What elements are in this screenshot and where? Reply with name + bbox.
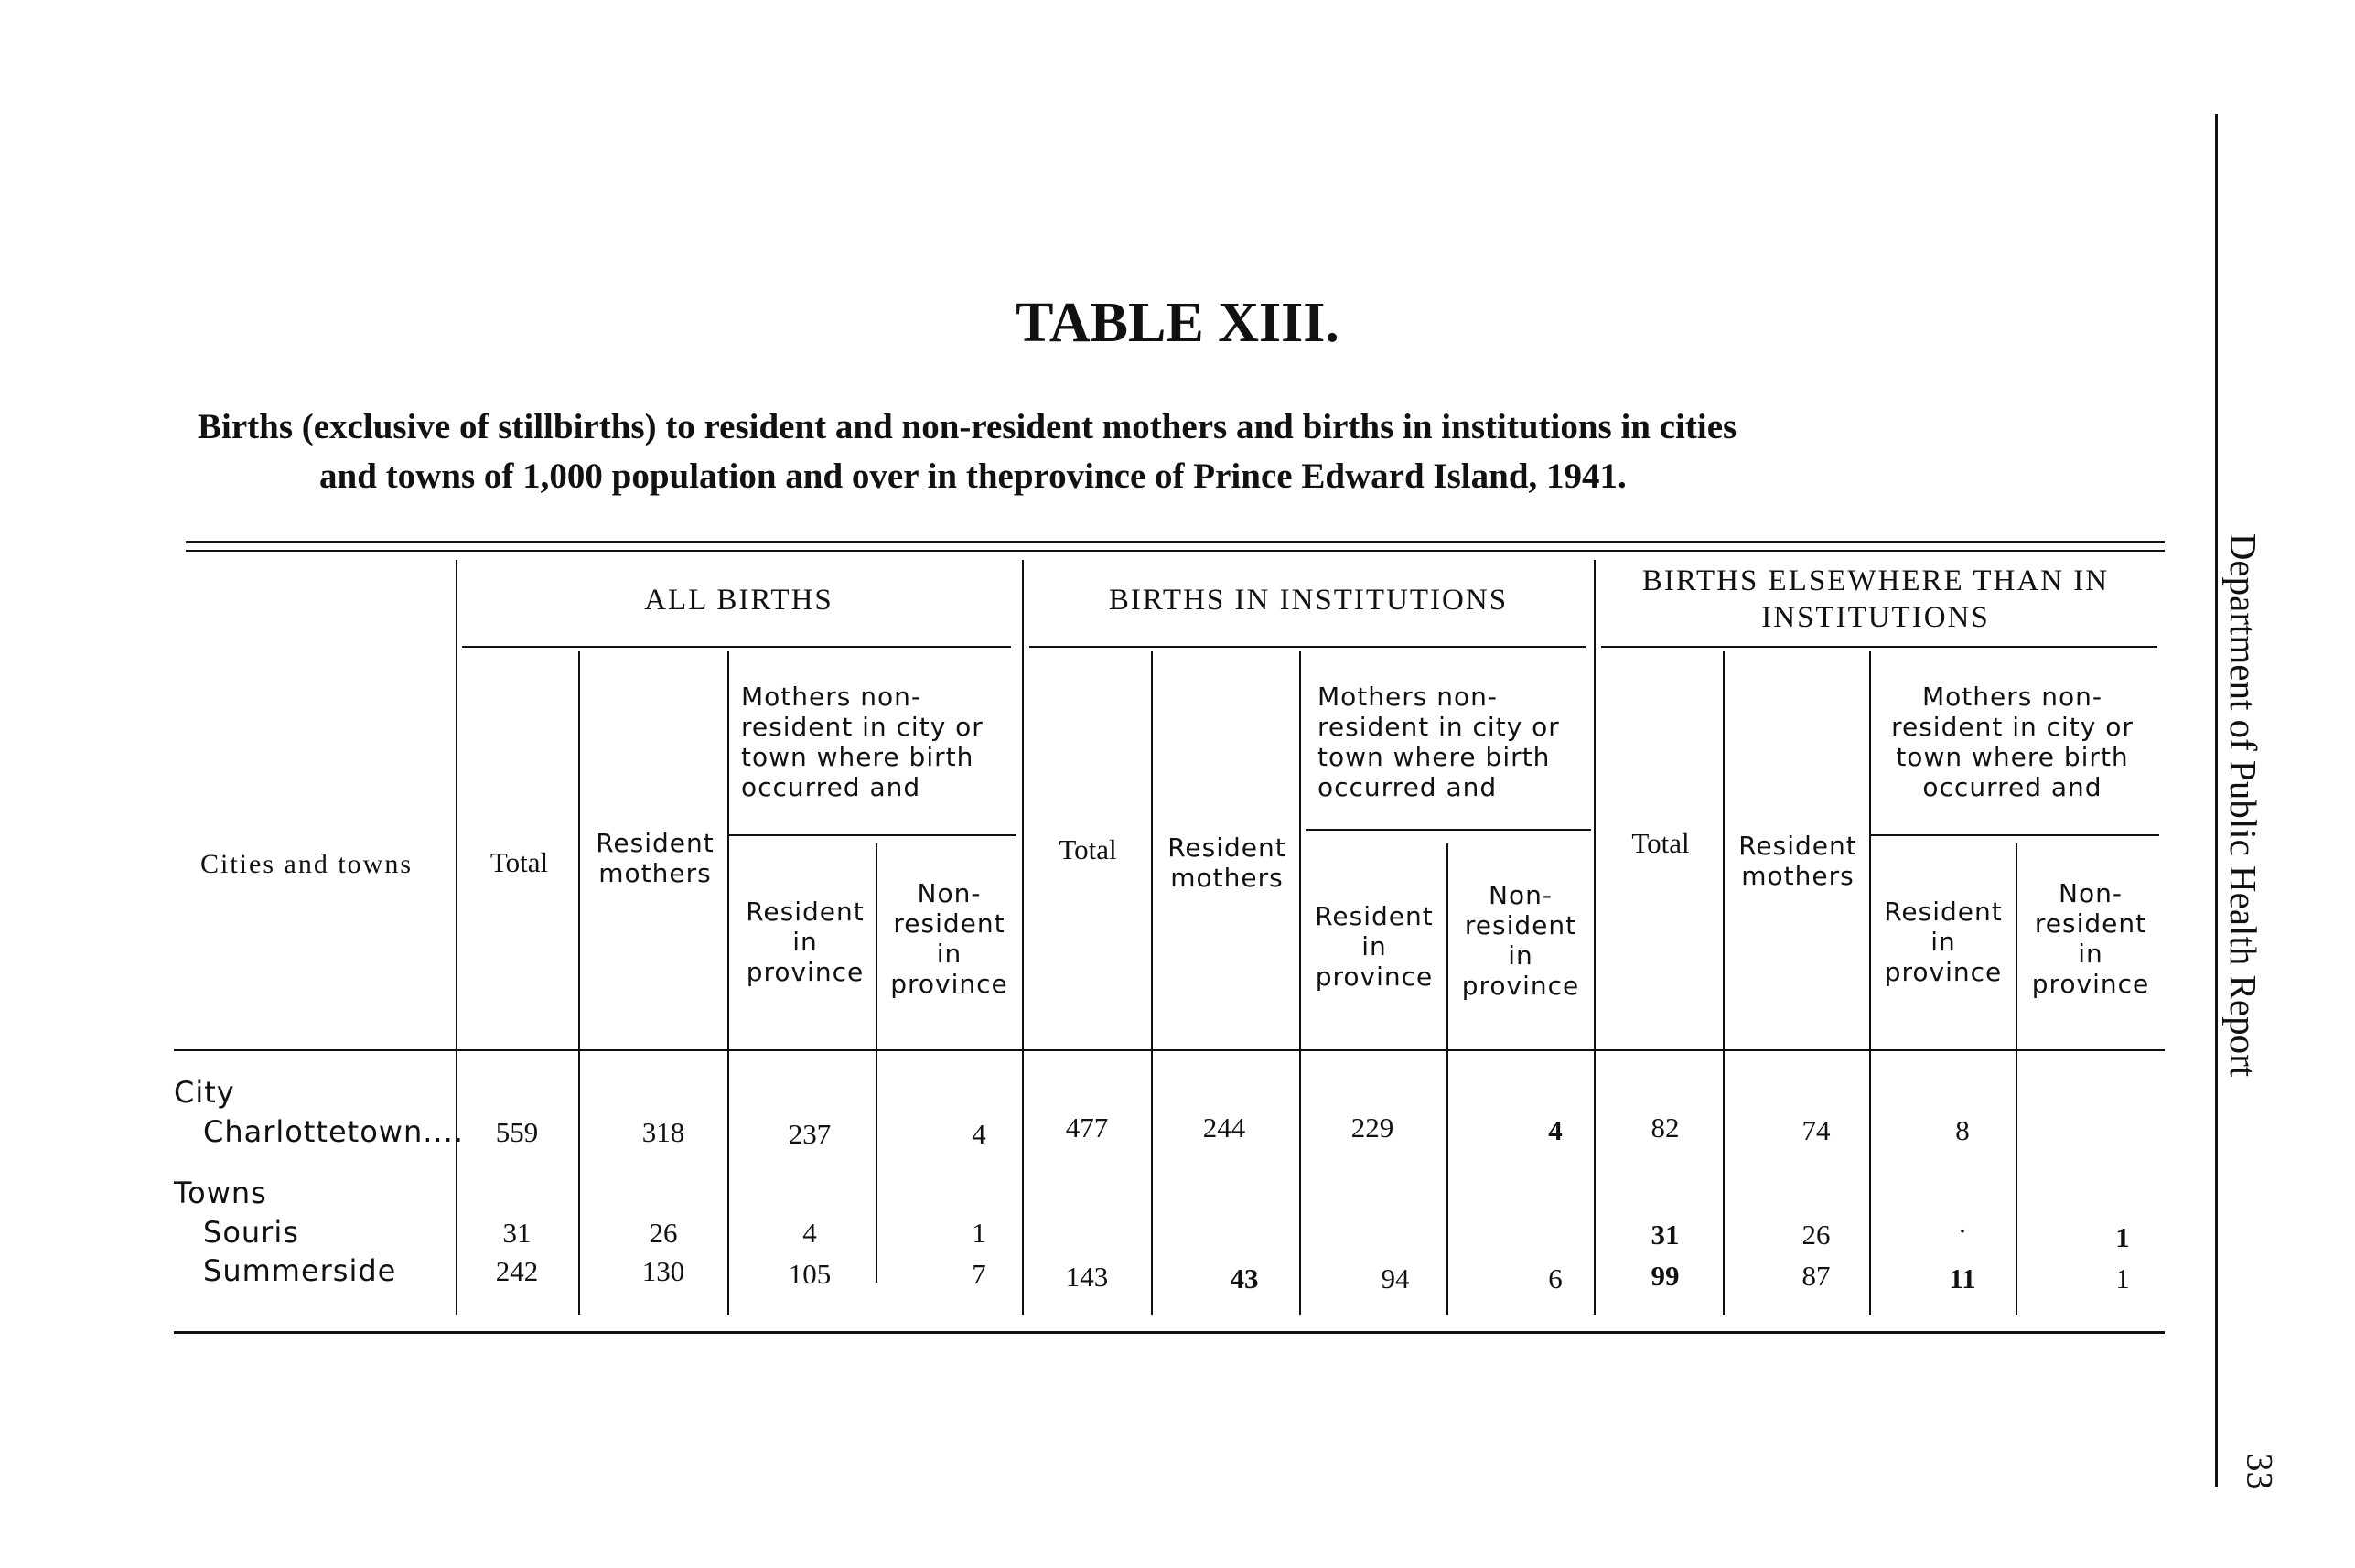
vrule-3 (876, 843, 877, 1283)
col-inst-nonres-group: Mothers non-resident in city or town where birth occurred and (1317, 682, 1560, 802)
col-inst-total: Total (1059, 833, 1117, 865)
table-cell: 43 (1230, 1262, 1259, 1294)
group-births-in-institutions: BIRTHS IN INSTITUTIONS (1108, 584, 1509, 617)
stub-header: Cities and towns (200, 849, 413, 879)
caption-line-1: Births (exclusive of stillbirths) to resident and non-resident mothers and births in institutions in cities (198, 407, 1737, 446)
col-else-nonres-province: Non-resident in province (2031, 878, 2150, 999)
vrule-8 (1594, 560, 1596, 1315)
caption-line-2: and towns of 1,000 population and over in theprovince of Prince Edward Island, 1941. (319, 456, 1627, 496)
table-cell: 8 (1955, 1114, 1970, 1146)
vrule-7 (1446, 843, 1448, 1315)
table-cell: 26 (1801, 1219, 1831, 1251)
sub-rule-inst (1306, 829, 1591, 831)
col-inst-resident: Resident mothers (1167, 832, 1286, 893)
group-all-births: ALL BIRTHS (644, 584, 833, 617)
vrule-stub (456, 560, 457, 1315)
table-title: TABLE XIII. (1016, 292, 1339, 354)
table-cell: 105 (788, 1258, 832, 1290)
group-rule-inst (1029, 646, 1586, 648)
col-all-total: Total (489, 846, 549, 878)
table-cell: 229 (1350, 1112, 1394, 1144)
table-bottom-rule (174, 1331, 2165, 1334)
col-inst-nonres-province: Non-resident in province (1461, 880, 1580, 1001)
running-header: Department of Public Health Report (2222, 532, 2264, 1078)
table-cell: 4 (802, 1217, 817, 1249)
table-cell: 143 (1065, 1261, 1109, 1293)
table-cell: 87 (1801, 1260, 1831, 1292)
vrule-5 (1151, 651, 1153, 1315)
table-cell: 31 (1651, 1219, 1680, 1251)
table-cell: 1 (2115, 1262, 2130, 1294)
table-cell: 7 (972, 1258, 986, 1290)
table-cell: 82 (1651, 1112, 1680, 1144)
group-rule-all (462, 646, 1011, 648)
col-else-res-province: Resident in province (1884, 897, 2003, 987)
table-cell: 242 (495, 1255, 539, 1287)
table-cell: 559 (495, 1116, 539, 1148)
row-label-charlottetown: Charlottetown.... (203, 1114, 464, 1149)
table-top-rule (186, 541, 2165, 543)
table-cell: 1 (2115, 1221, 2130, 1253)
table-cell: 4 (1548, 1114, 1563, 1146)
col-else-nonres-group: Mothers non-resident in city or town where birth occurred and (1891, 682, 2134, 802)
vrule-9 (1723, 651, 1725, 1315)
table-top-rule-2 (186, 550, 2165, 552)
table-cell: 477 (1065, 1112, 1109, 1144)
table-cell: 318 (641, 1116, 685, 1148)
col-all-res-province: Resident in province (746, 897, 865, 987)
table-cell: 99 (1651, 1260, 1680, 1292)
col-all-nonres-group: Mothers non-resident in city or town where birth occurred and (741, 682, 984, 802)
vrule-10 (1869, 651, 1871, 1315)
group-rule-else (1601, 646, 2157, 648)
col-else-total: Total (1631, 827, 1690, 859)
table-cell: 31 (502, 1217, 532, 1249)
col-all-nonres-province: Non-resident in province (890, 878, 1008, 999)
vrule-2 (727, 651, 729, 1315)
header-rule (174, 1049, 2165, 1051)
sub-rule-else (1871, 834, 2159, 836)
row-label-summerside: Summerside (203, 1253, 397, 1288)
table-cell: 26 (649, 1217, 678, 1249)
table-cell: · (1957, 1215, 1968, 1247)
col-inst-res-province: Resident in province (1315, 901, 1434, 992)
table-cell: 74 (1801, 1114, 1831, 1146)
group-births-elsewhere: BIRTHS ELSEWHERE THAN IN INSTITUTIONS (1641, 564, 2110, 634)
table-cell: 4 (972, 1118, 986, 1150)
table-cell: 11 (1949, 1262, 1976, 1294)
row-label-souris: Souris (203, 1215, 299, 1250)
page-number: 33 (2239, 1453, 2281, 1489)
table-cell: 94 (1381, 1262, 1410, 1294)
col-else-resident: Resident mothers (1738, 831, 1857, 891)
table-cell: 237 (788, 1118, 832, 1150)
table-cell: 6 (1548, 1262, 1563, 1294)
table-cell: 1 (972, 1217, 986, 1249)
section-towns: Towns (174, 1176, 267, 1210)
vrule-4 (1022, 560, 1024, 1315)
table-cell: 130 (641, 1255, 685, 1287)
vrule-1 (578, 651, 580, 1315)
sub-rule-all (727, 834, 1016, 836)
table-cell: 244 (1202, 1112, 1246, 1144)
col-all-resident: Resident mothers (596, 828, 715, 888)
section-city: City (174, 1075, 235, 1110)
vrule-6 (1299, 651, 1301, 1315)
